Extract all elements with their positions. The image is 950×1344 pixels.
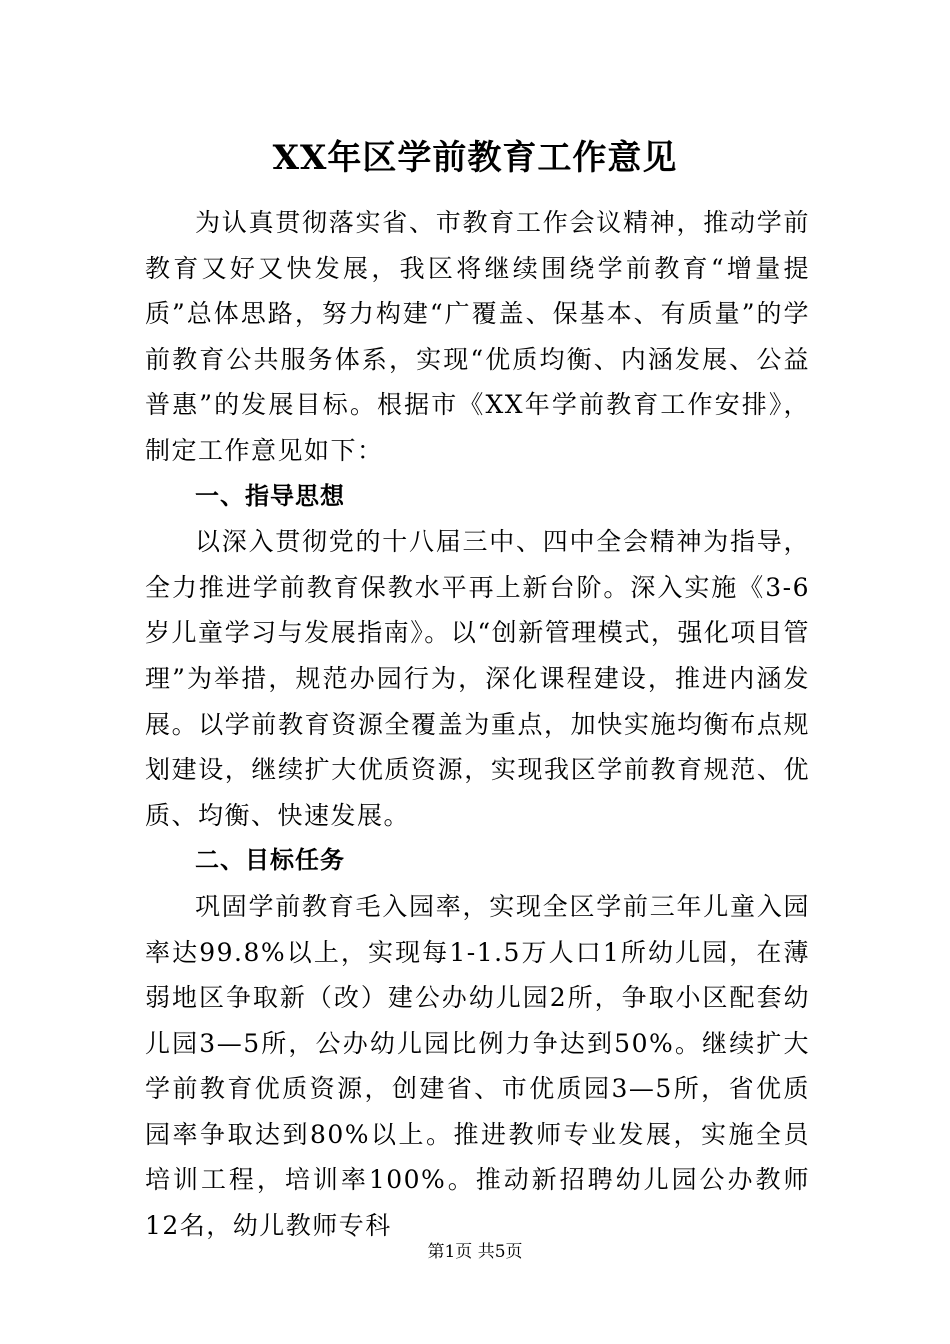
- section-heading-goals-tasks: 二、目标任务: [195, 846, 345, 875]
- section-paragraph-goals-tasks: 巩固学前教育毛入园率，实现全区学前三年儿童入园率达99.8%以上，实现每1-1.5万人口1所幼儿园，在薄弱地区争取新（改）建公办幼儿园2所，争取小区配套幼儿园3—5所，公办幼儿园比例力争达到50%。继续扩大学前教育优质资源，创建省、市优质园3—5所，省优质园率争取达到80%以上。推进教师专业发展，实施全员培训工程，培训率100%。推动新招聘幼儿园公办教师12名，幼儿教师专科: [145, 891, 810, 1241]
- section-paragraph-guiding-ideology: 以深入贯彻党的十八届三中、四中全会精神为指导，全力推进学前教育保教水平再上新台阶。深入实施《3-6岁儿童学习与发展指南》。以“创新管理模式，强化项目管理”为举措，规范办园行为，深化课程建设，推进内涵发展。以学前教育资源全覆盖为重点，加快实施均衡布点规划建设，继续扩大优质资源，实现我区学前教育规范、优质、均衡、快速发展。: [145, 527, 810, 830]
- intro-paragraph: 为认真贯彻落实省、市教育工作会议精神，推动学前教育又好又快发展，我区将继续围绕学前教育“增量提质”总体思路，努力构建“广覆盖、保基本、有质量”的学前教育公共服务体系，实现“优质均衡、内涵发展、公益普惠”的发展目标。根据市《XX年学前教育工作安排》，制定工作意见如下：: [145, 208, 810, 465]
- page-number-footer: 第1页 共5页: [427, 1242, 523, 1262]
- document-body: [145, 200, 810, 1249]
- section-heading-guiding-ideology: 一、指导思想: [195, 481, 345, 510]
- document-title: XX年区学前教育工作意见: [272, 138, 678, 178]
